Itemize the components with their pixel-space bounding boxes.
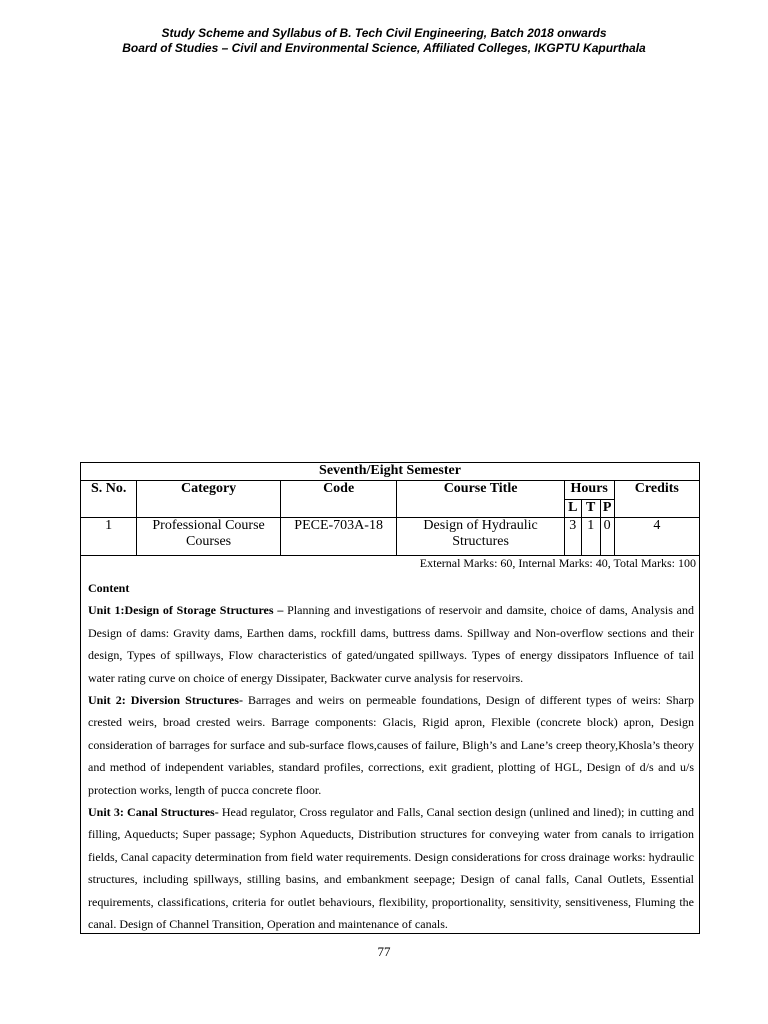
course-table <box>81 463 699 556</box>
header-line-1: Study Scheme and Syllabus of B. Tech Civil Engineering, Batch 2018 onwards <box>161 26 607 40</box>
row-course-title: Design of Hydraulic Structures <box>397 517 564 555</box>
unit-2-title: Unit 2: Diversion Structures- <box>88 693 248 708</box>
row-p: 0 <box>600 517 614 555</box>
header-p: P <box>600 499 614 517</box>
document-header <box>0 26 768 56</box>
header-sno: S. No. <box>81 480 137 517</box>
unit-1 <box>88 599 694 689</box>
unit-3-text: Head regulator, Cross regulator and Falls, Canal section design (unlined and lined); in cutting and filling, Aqueducts; Super passage; Syphon Aqueducts, Distribution structures for conveying water from canals to irrigation fields, Canal capacity determination from field water requirements. Design considerations for cross drainage works: hydraulic structures, including spillways, stilling basins, and embankment seepage; Design of canal falls, Canal Outlets, Essential requirements, classifications, criteria for outlet behaviours, flexibility, proportionality, sensitivity, sensitiveness, Fluming the canal. Design of Channel Transition, Operation and maintenance of canals. <box>88 805 695 932</box>
semester-title: Seventh/Eight Semester <box>81 463 699 480</box>
course-box <box>80 462 700 934</box>
header-t: T <box>581 499 600 517</box>
unit-1-title: Unit 1:Design of Storage Structures – <box>88 603 288 618</box>
header-line-2: Board of Studies – Civil and Environmental Science, Affiliated Colleges, IKGPTU Kapurthala <box>122 41 646 55</box>
header-category: Category <box>137 480 281 517</box>
row-t: 1 <box>581 517 600 555</box>
header-code: Code <box>280 480 397 517</box>
header-hours: Hours <box>564 480 614 499</box>
page-number: 77 <box>377 944 391 959</box>
row-credits: 4 <box>614 517 699 555</box>
row-l: 3 <box>564 517 581 555</box>
content-heading: Content <box>88 581 130 595</box>
row-code: PECE-703A-18 <box>280 517 397 555</box>
content-section <box>88 577 694 936</box>
marks-line: External Marks: 60, Internal Marks: 40, Total Marks: 100 <box>419 556 696 570</box>
header-credits: Credits <box>614 480 699 517</box>
row-sno: 1 <box>81 517 137 555</box>
header-course-title: Course Title <box>397 480 564 517</box>
unit-1-text: Planning and investigations of reservoir and damsite, choice of dams, Analysis and Design of dams: Gravity dams, Earthen dams, rockfill dams, buttress dams. Spillway and Non-overflow sections and their design, Types of spillways, Flow characteristics of gated/ungated spillways. Types of energy dissipators Influence of tail water rating curve on choice of energy Dissipater, Backwater curve analysis for reservoirs. <box>88 603 694 685</box>
unit-3 <box>88 801 694 935</box>
row-category: Professional Course Courses <box>137 517 281 555</box>
unit-2 <box>88 689 694 801</box>
header-l: L <box>564 499 581 517</box>
unit-3-title: Unit 3: Canal Structures- <box>88 805 222 820</box>
unit-2-text: Barrages and weirs on permeable foundations, Design of different types of weirs: Sharp crested weirs, broad crested weirs. Barrage components: Glacis, Rigid apron, Flexible (concrete block) apron, Design consideration of barrages for surface and sub-surface flows,causes of failure, Bligh’s and Lane’s creep theory,Khosla’s theory and method of independent variables, standard profiles, corrections, exit gradient, plotting of HGL, Design of d/s and u/s protection works, length of pucca concrete floor. <box>88 693 695 797</box>
